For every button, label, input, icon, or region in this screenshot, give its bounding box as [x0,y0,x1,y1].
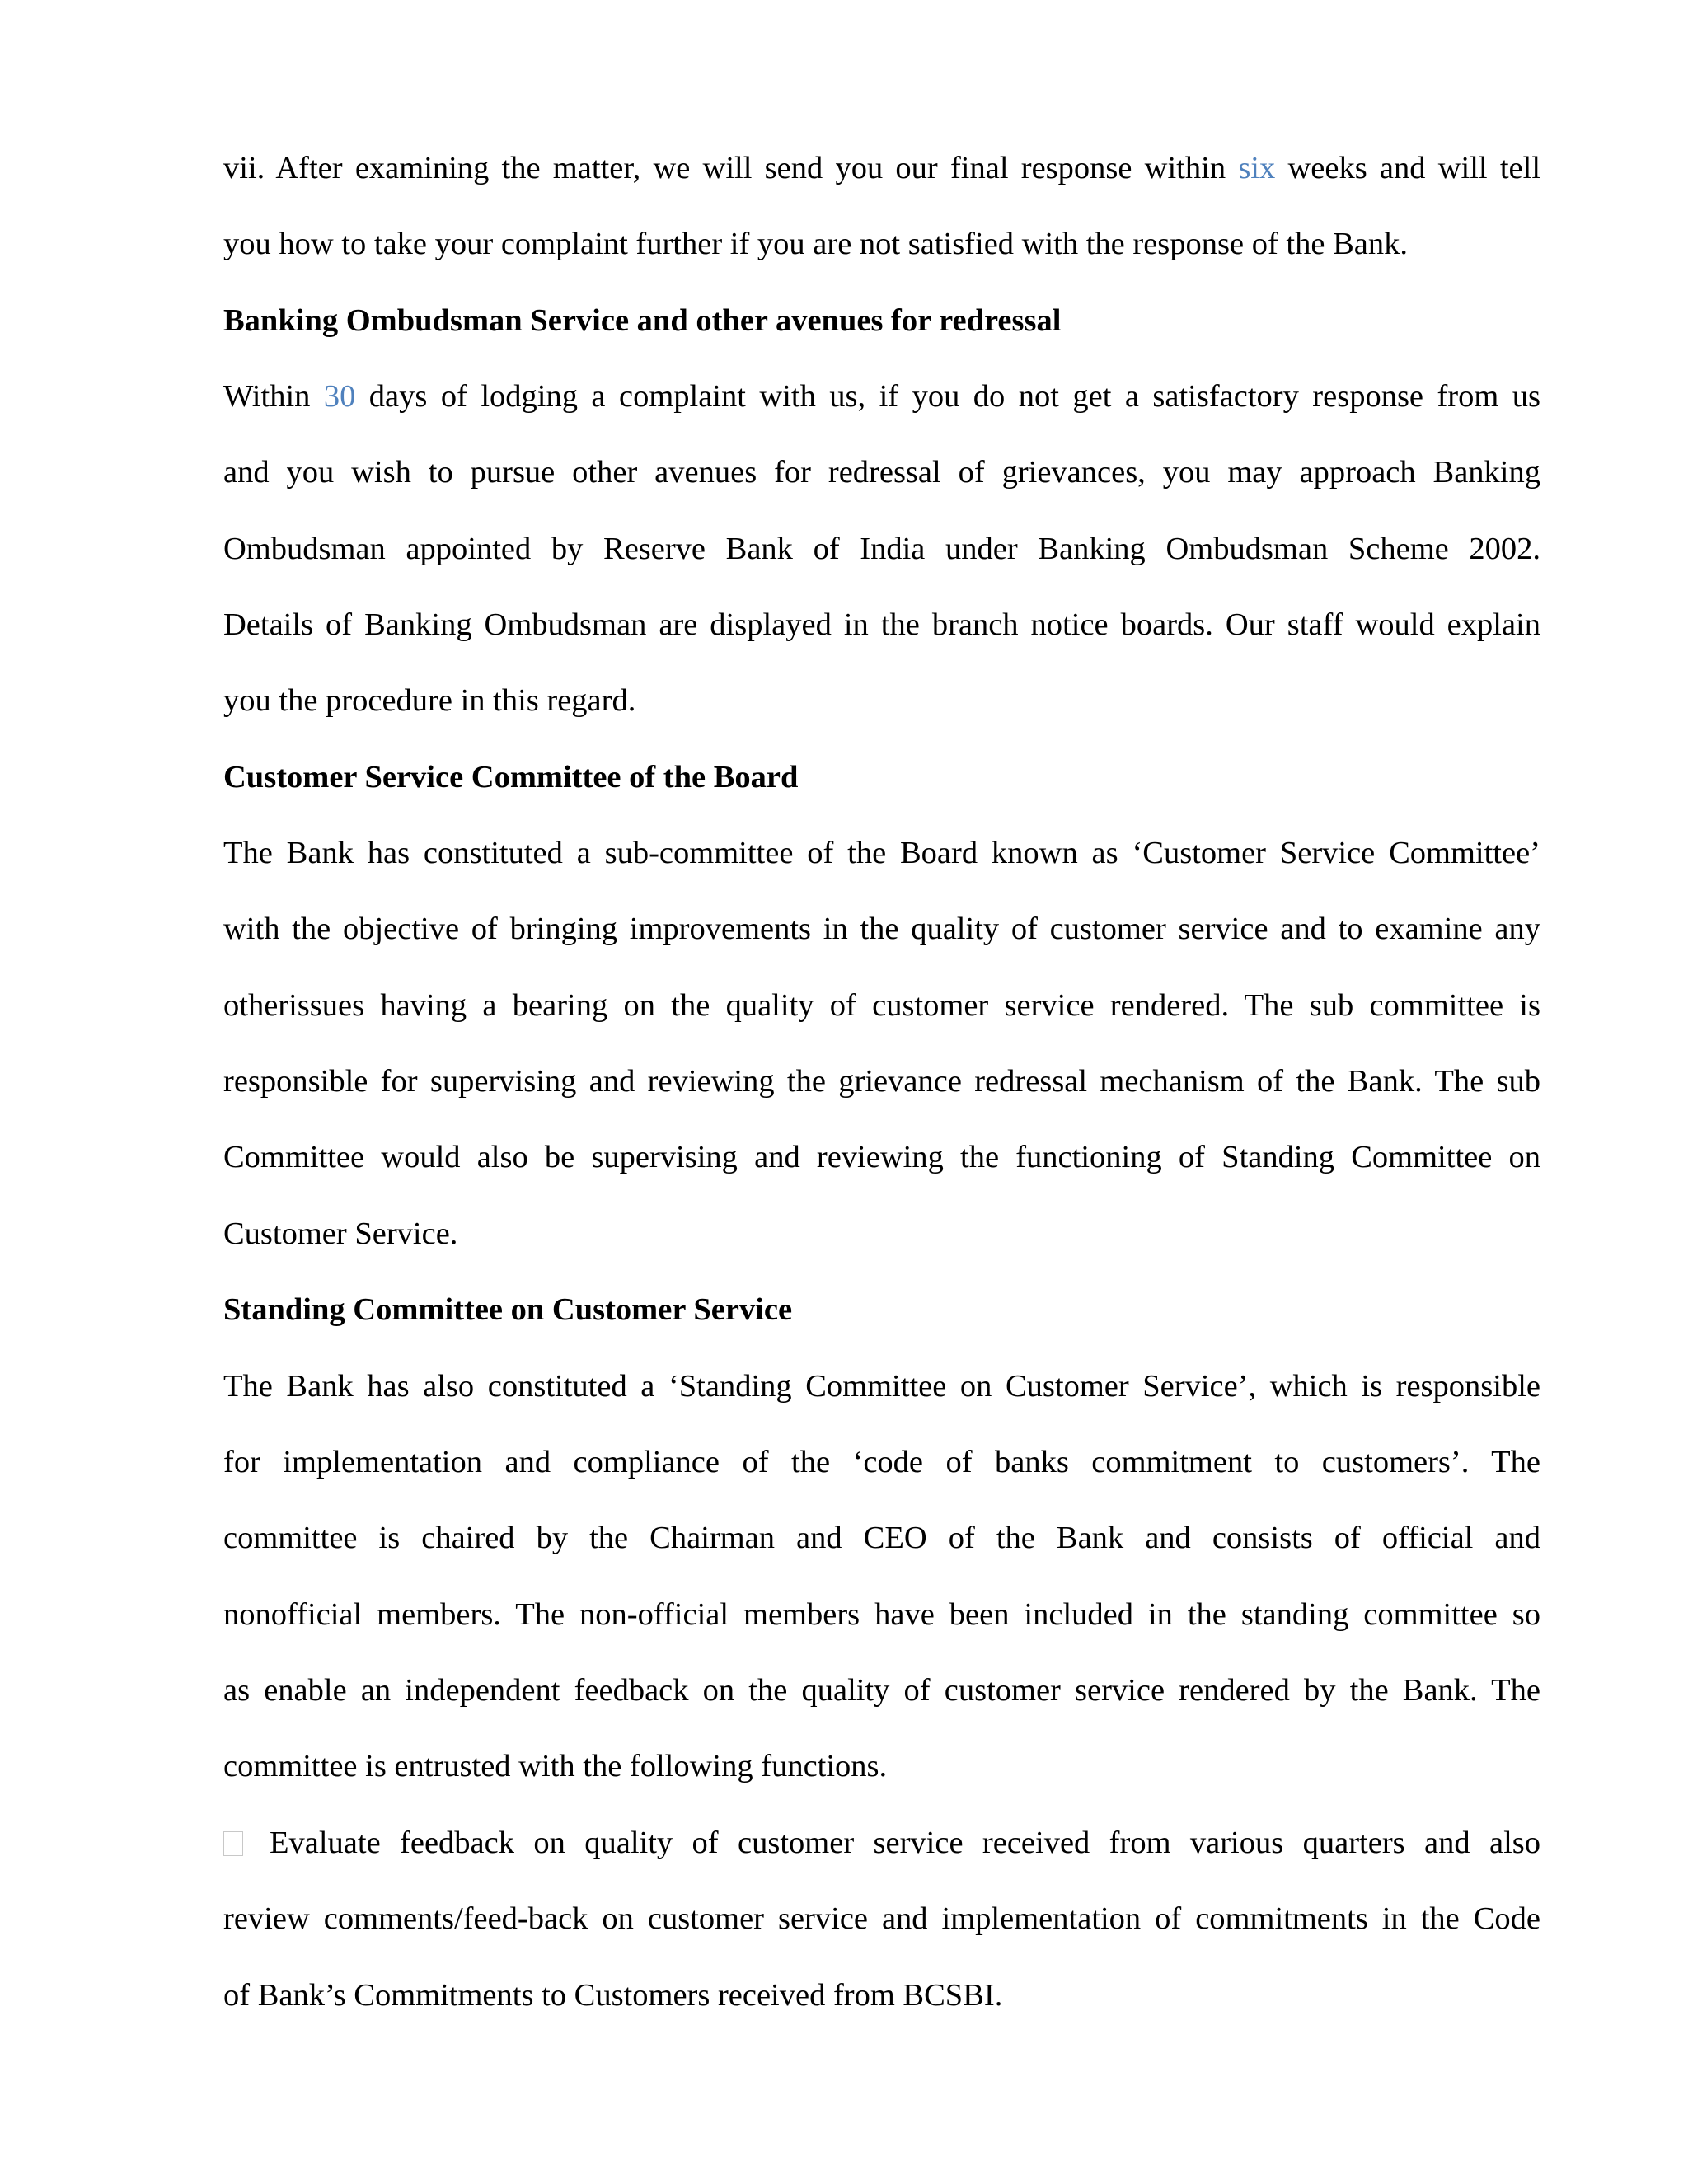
paragraph-line [223,143,1540,193]
paragraph-line: you the procedure in this regard. [223,683,636,718]
section-heading: Standing Committee on Customer Service [223,1292,793,1327]
paragraph-line: committee is chaired by the Chairman and CEO of the Bank and consists of official and [223,1521,1540,1555]
paragraph-line: Customer Service. [223,1216,458,1251]
paragraph-line: responsible for supervising and reviewing the grievance redressal mechanism of the Bank. The sub [223,1064,1540,1099]
bullet-text: Evaluate feedback on quality of customer service received from various quarters and also [270,1825,1540,1860]
text-run: Within [223,379,311,414]
paragraph-line: Ombudsman appointed by Reserve Bank of India under Banking Ombudsman Scheme 2002. [223,532,1540,566]
paragraph-line: committee is entrusted with the following functions. [223,1749,888,1783]
paragraph-line: of Bank’s Commitments to Customers received from BCSBI. [223,1978,1003,2013]
paragraph-line: otherissues having a bearing on the quality of customer service rendered. The sub committee is [223,988,1540,1023]
highlighted-text: 30 [323,379,356,414]
paragraph-line: with the objective of bringing improvements in the quality of customer service and to examine any [223,912,1540,946]
text-run: weeks and will tell [1287,151,1541,185]
paragraph-line: review comments/feed-back on customer service and implementation of commitments in the Code [223,1901,1540,1936]
paragraph-line: for implementation and compliance of the ‘code of banks commitment to customers’. The [223,1445,1540,1479]
paragraph-line: The Bank has constituted a sub-committee of the Board known as ‘Customer Service Committee’ [223,836,1540,870]
text-run: days of lodging a complaint with us, if you do not get a satisfactory response from us [368,379,1540,414]
paragraph-line: Committee would also be supervising and reviewing the functioning of Standing Committee on [223,1140,1540,1174]
paragraph-line: you how to take your complaint further if you are not satisfied with the response of the Bank. [223,227,1408,261]
text-run: vii. After examining the matter, we will send you our final response within [223,151,1226,185]
paragraph-line: The Bank has also constituted a ‘Standing Committee on Customer Service’, which is responsible [223,1369,1540,1404]
bullet-box-icon [223,1831,243,1856]
paragraph-line: Details of Banking Ombudsman are displayed in the branch notice boards. Our staff would explain [223,607,1540,642]
paragraph-line: as enable an independent feedback on the quality of customer service rendered by the Bank. The [223,1673,1540,1708]
paragraph-line: nonofficial members. The non-official members have been included in the standing committee so [223,1597,1540,1632]
paragraph-line: and you wish to pursue other avenues for redressal of grievances, you may approach Banking [223,455,1540,490]
highlighted-text: six [1238,151,1276,185]
section-heading: Customer Service Committee of the Board [223,760,799,794]
paragraph-line [223,372,1540,421]
section-heading: Banking Ombudsman Service and other avenues for redressal [223,303,1062,338]
bullet-item-line [223,1818,1540,1868]
